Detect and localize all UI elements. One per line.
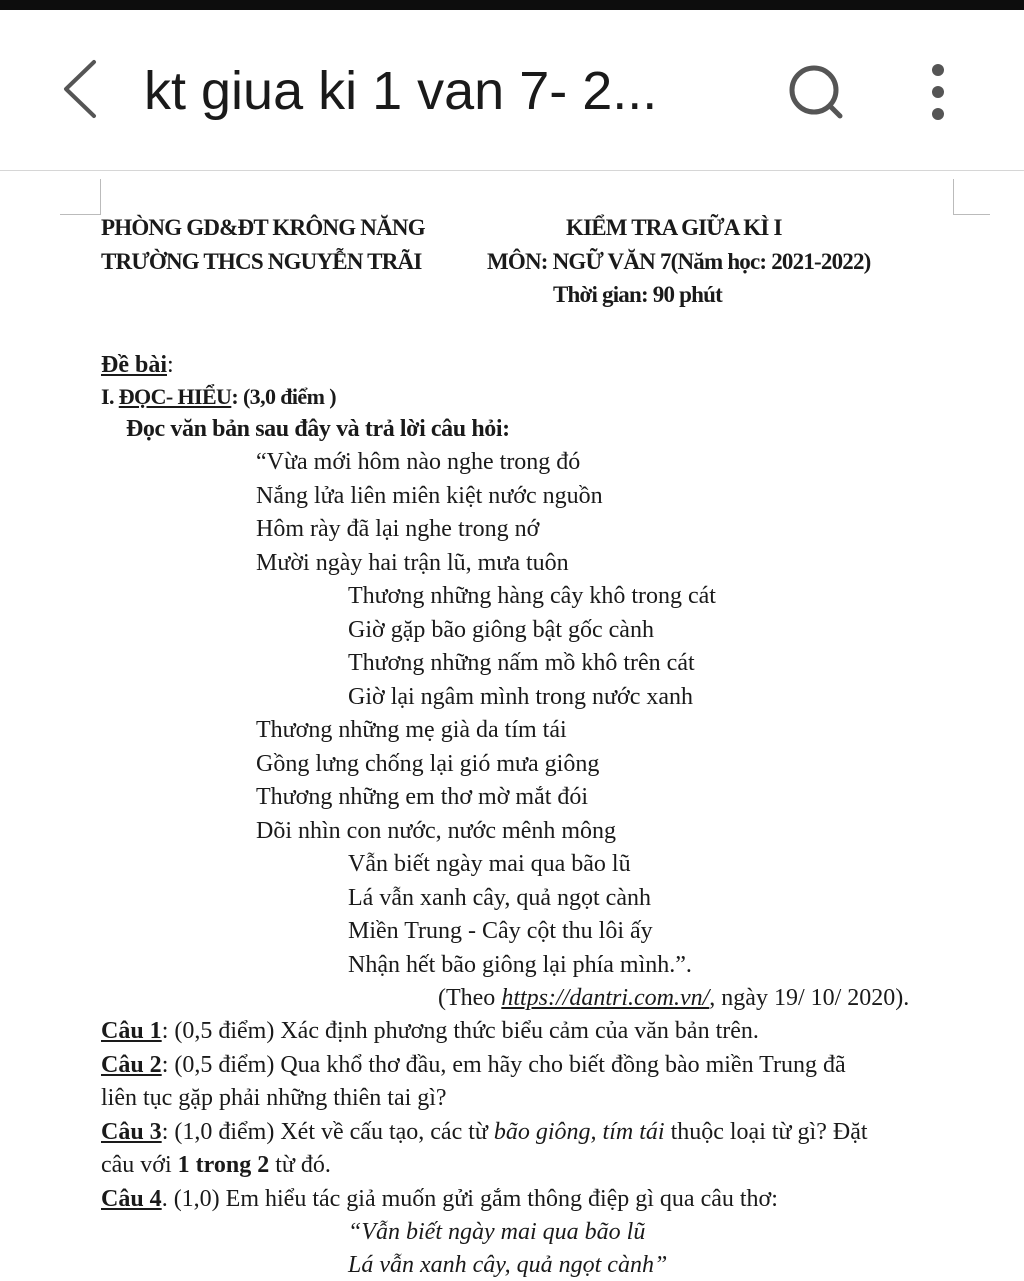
- document-page: [0, 171, 1024, 1280]
- poem-source: [438, 982, 909, 1014]
- search-button[interactable]: [784, 60, 848, 124]
- document-title: kt giua ki 1 van 7- 2...: [144, 61, 658, 121]
- poem-line: Gồng lưng chống lại gió mưa giông: [256, 751, 600, 777]
- question-3-text-b: thuộc loại từ gì? Đặt: [664, 1119, 868, 1145]
- search-icon: [784, 60, 848, 124]
- poem-line: Nhận hết bão giông lại phía mình.”.: [348, 952, 692, 978]
- question-4-quote-line-1: “Vẫn biết ngày mai qua bão lũ: [348, 1219, 646, 1245]
- question-1-text: : (0,5 điểm) Xác định phương thức biểu cảm của văn bản trên.: [161, 1018, 759, 1044]
- question-3-label: Câu 3: [101, 1119, 162, 1145]
- question-4-text: . (1,0) Em hiểu tác giả muốn gửi gắm thông điệp gì qua câu thơ:: [161, 1186, 778, 1212]
- question-4: [101, 1183, 778, 1215]
- question-3-line2-a: câu với: [101, 1152, 178, 1178]
- poem-line: Giờ gặp bão giông bật gốc cành: [348, 617, 654, 643]
- source-date: , ngày 19/ 10/ 2020).: [709, 985, 910, 1011]
- question-2-label: Câu 2: [101, 1052, 162, 1078]
- school-name: TRƯỜNG THCS NGUYỄN TRÃI: [101, 249, 422, 274]
- question-3-line2-bold: 1 trong 2: [177, 1152, 270, 1178]
- poem-line: Miền Trung - Cây cột thu lôi ấy: [348, 918, 653, 944]
- poem-line: Dõi nhìn con nước, nước mênh mông: [256, 818, 617, 844]
- question-3-line2-b: từ đó.: [269, 1152, 331, 1178]
- status-strip: [0, 0, 1024, 10]
- de-bai-colon: :: [167, 352, 174, 378]
- crop-mark-top-right: [953, 179, 990, 215]
- poem-line: “Vừa mới hôm nào nghe trong đó: [256, 449, 581, 475]
- crop-mark-top-left: [60, 179, 101, 215]
- question-3: [101, 1116, 868, 1148]
- question-2-text: : (0,5 điểm) Qua khổ thơ đầu, em hãy cho biết đồng bào miền Trung đã: [161, 1052, 846, 1078]
- de-bai-heading: [101, 349, 174, 381]
- question-3-words: bão giông, tím tái: [493, 1119, 665, 1145]
- poem-line: Thương những mẹ già da tím tái: [256, 717, 567, 743]
- more-vertical-icon: [916, 60, 960, 130]
- section-heading: [101, 381, 336, 413]
- question-2: [101, 1049, 846, 1081]
- poem-line: Thương những em thơ mờ mắt đói: [256, 784, 589, 810]
- section-prefix: I.: [101, 384, 119, 409]
- section-points: : (3,0 điểm ): [231, 384, 336, 409]
- more-options-button[interactable]: [916, 60, 960, 130]
- question-2-continued: liên tục gặp phải những thiên tai gì?: [101, 1085, 447, 1111]
- source-link[interactable]: https://dantri.com.vn/: [501, 985, 710, 1011]
- poem-line: Nắng lửa liên miên kiệt nước nguồn: [256, 483, 603, 509]
- poem-line: Lá vẫn xanh cây, quả ngọt cành: [348, 885, 651, 911]
- exam-title: KIỂM TRA GIỮA KÌ I: [566, 215, 782, 240]
- poem-line: Thương những hàng cây khô trong cát: [348, 583, 716, 609]
- department-name: PHÒNG GD&ĐT KRÔNG NĂNG: [101, 215, 425, 240]
- poem-line: Thương những nấm mồ khô trên cát: [348, 650, 695, 676]
- poem-line: Hôm rày đã lại nghe trong nớ: [256, 516, 540, 542]
- question-4-label: Câu 4: [101, 1186, 162, 1212]
- question-3-text-a: : (1,0 điểm) Xét về cấu tạo, các từ: [161, 1119, 494, 1145]
- chevron-left-icon: [52, 54, 112, 124]
- poem-line: Giờ lại ngâm mình trong nước xanh: [348, 684, 693, 710]
- question-3-continued: [101, 1149, 331, 1181]
- poem-line: Vẫn biết ngày mai qua bão lũ: [348, 851, 631, 877]
- question-1: [101, 1015, 759, 1047]
- exam-duration: Thời gian: 90 phút: [553, 282, 722, 307]
- back-button[interactable]: [52, 54, 112, 124]
- poem-line: Mười ngày hai trận lũ, mưa tuôn: [256, 550, 569, 576]
- question-1-label: Câu 1: [101, 1018, 162, 1044]
- instruction: Đọc văn bản sau đây và trả lời câu hỏi:: [126, 416, 510, 442]
- source-prefix: (Theo: [438, 985, 502, 1011]
- app-bar: [0, 10, 1024, 171]
- section-title: ĐỌC- HIỂU: [118, 384, 232, 409]
- exam-subject: MÔN: NGỮ VĂN 7(Năm học: 2021-2022): [487, 249, 871, 274]
- question-4-quote-line-2: Lá vẫn xanh cây, quả ngọt cành”: [348, 1252, 668, 1278]
- de-bai-label: Đề bài: [101, 352, 167, 378]
